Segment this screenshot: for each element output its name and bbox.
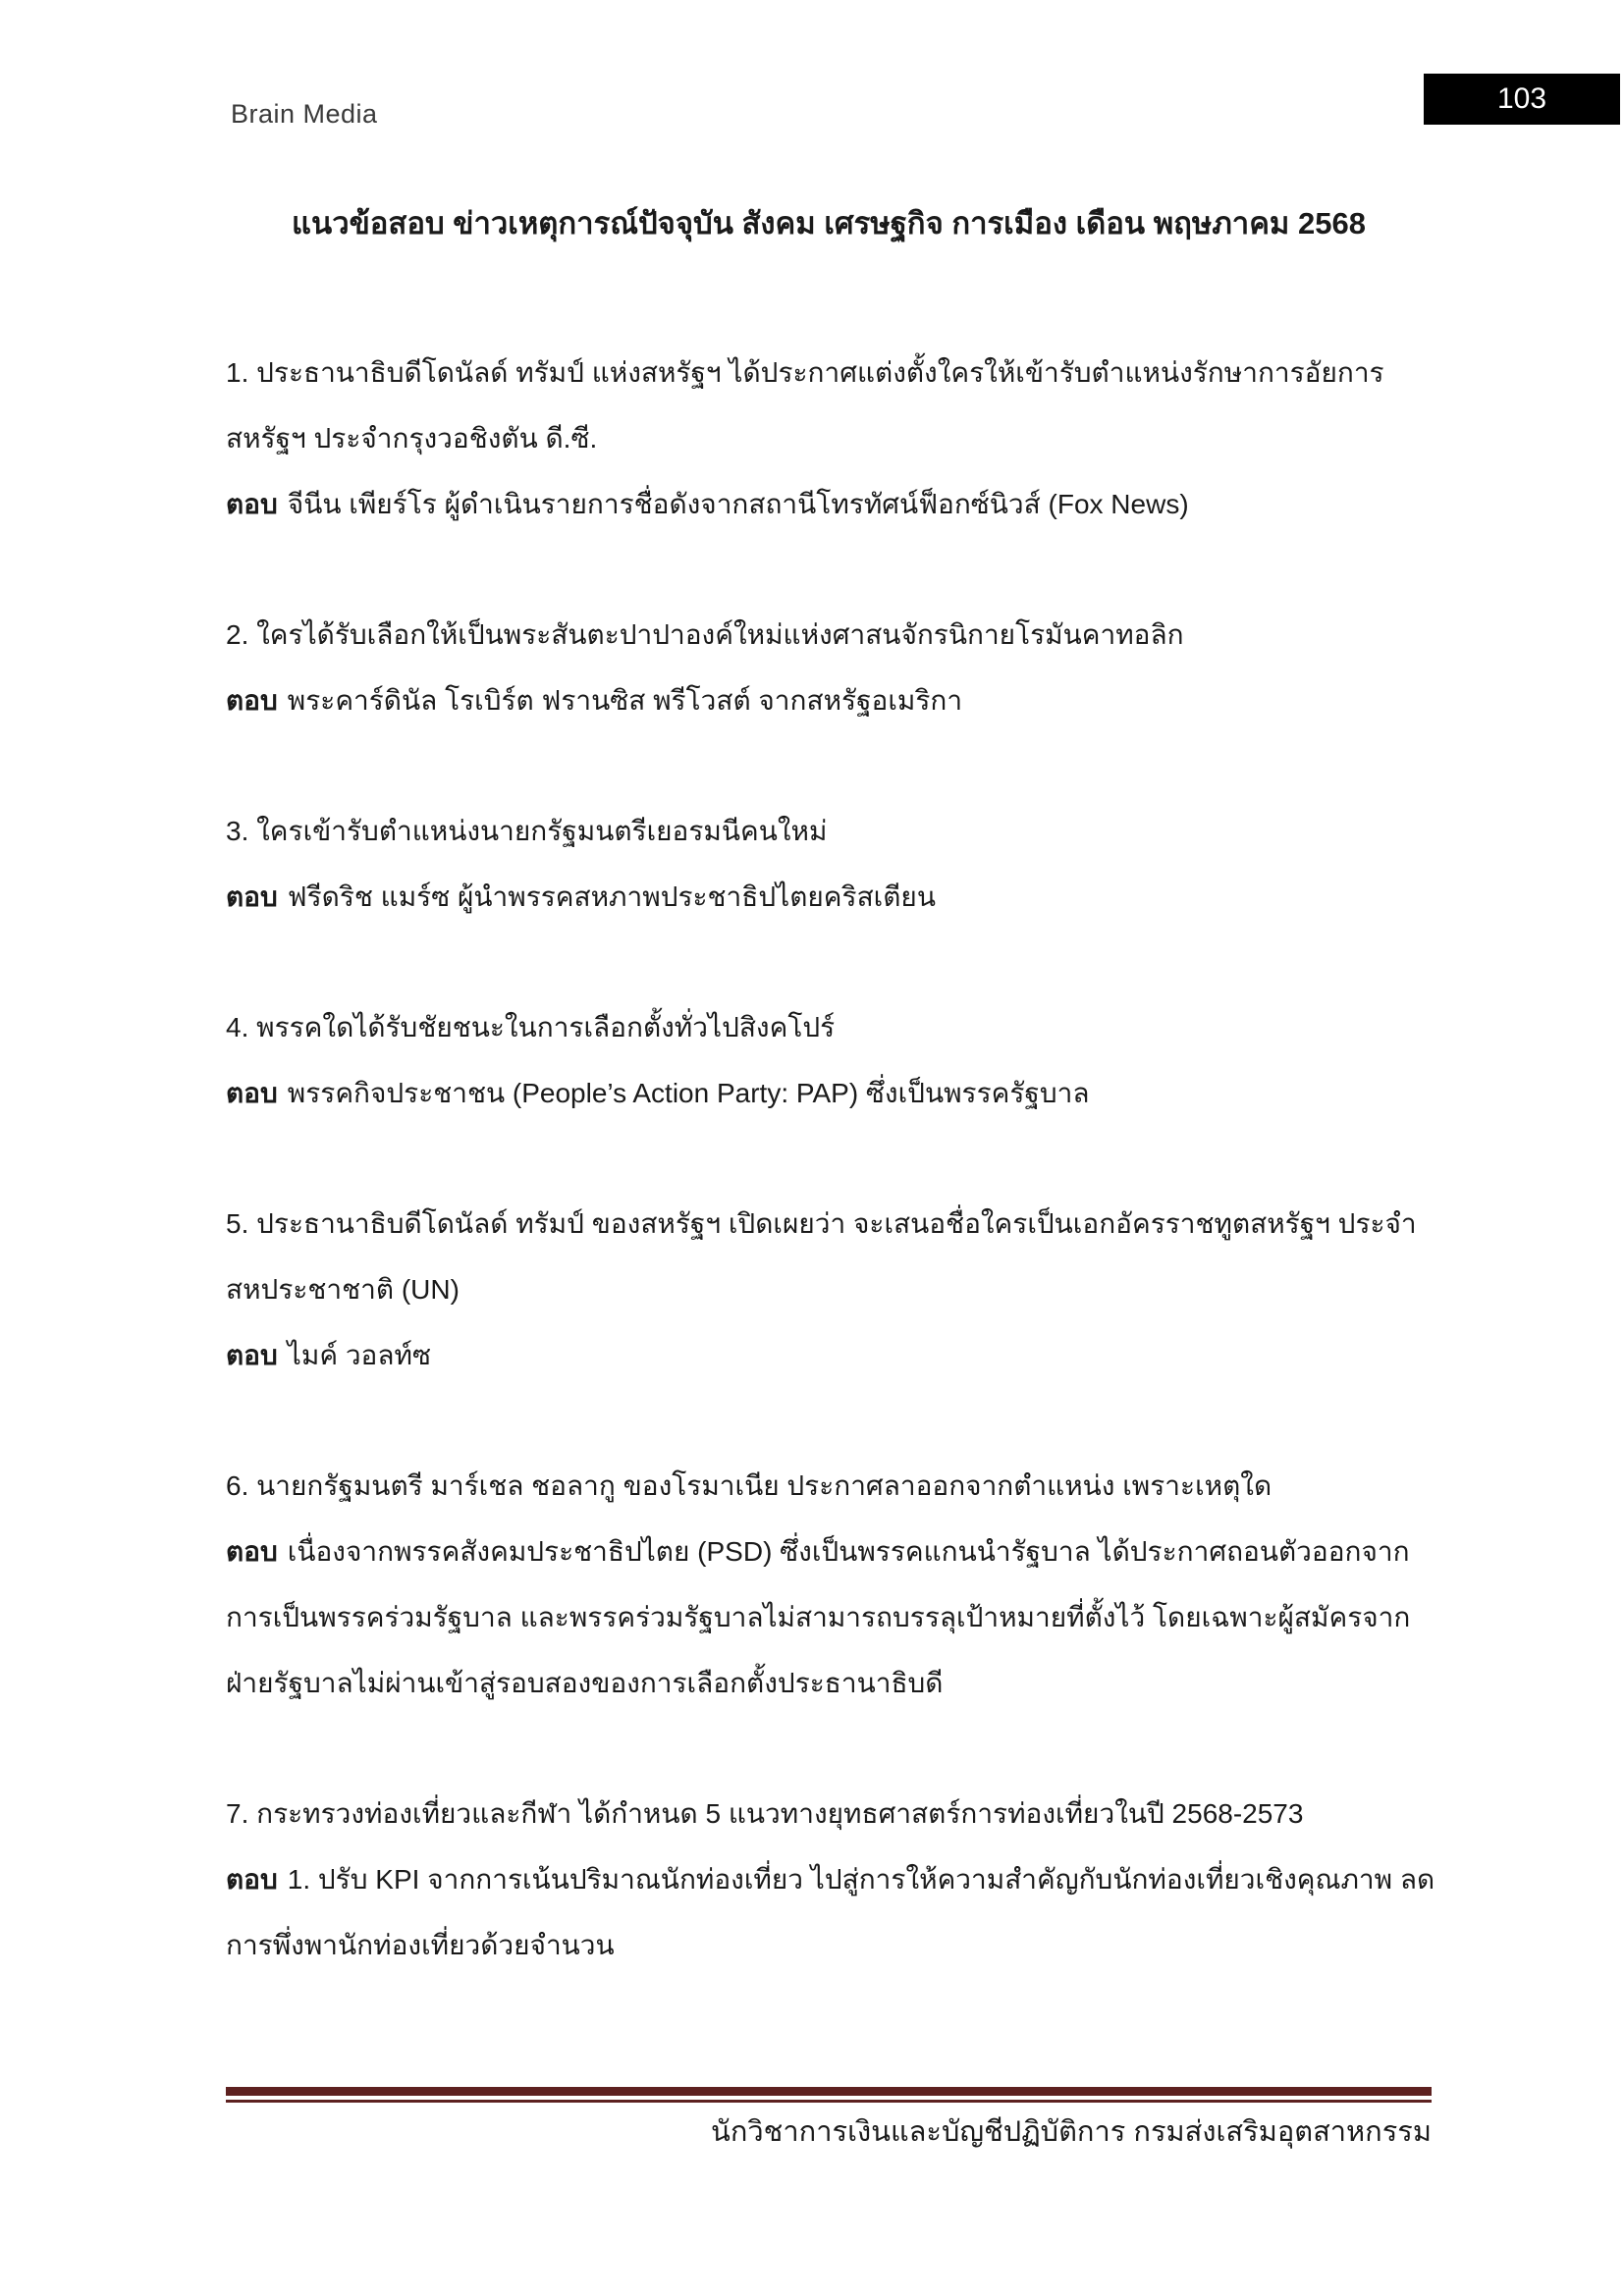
question-line: 1. ประธานาธิบดีโดนัลด์ ทรัมป์ แห่งสหรัฐฯ ได้ประกาศแต่งตั้งใครให้เข้ารับตำแหน่งรักษาการอัยการ — [226, 357, 1384, 388]
question-line: 2. ใครได้รับเลือกให้เป็นพระสันตะปาปาองค์ใหม่แห่งศาสนจักรนิกายโรมันคาทอลิก — [226, 619, 1184, 650]
answer-text: พระคาร์ดินัล โรเบิร์ต ฟรานซิส พรีโวสต์ จากสหรัฐอเมริกา — [287, 685, 963, 716]
page-title: แนวข้อสอบ ข่าวเหตุการณ์ปัจจุบัน สังคม เศรษฐกิจ การเมือง เดือน พฤษภาคม 2568 — [292, 206, 1366, 240]
answer-label: ตอบ — [226, 881, 278, 912]
answer-text: พรรคกิจประชาชน (People’s Action Party: PAP) ซึ่งเป็นพรรครัฐบาล — [287, 1078, 1090, 1108]
brand-label: Brain Media — [231, 99, 378, 129]
qa-item-4 — [226, 994, 1432, 1126]
qa-item-5 — [226, 1191, 1432, 1388]
document-body — [226, 201, 1435, 1978]
answer-line — [226, 1060, 1432, 1126]
answer-line-cont: ฝ่ายรัฐบาลไม่ผ่านเข้าสู่รอบสองของการเลือกตั้งประธานาธิบดี — [226, 1668, 944, 1698]
answer-label: ตอบ — [226, 1536, 278, 1567]
qa-item-7 — [226, 1781, 1435, 1978]
answer-line — [226, 471, 1432, 537]
answer-text: ไมค์ วอลท์ซ — [287, 1340, 431, 1370]
footer-divider — [226, 2087, 1432, 2103]
qa-item-2 — [226, 602, 1432, 733]
answer-line — [226, 864, 1432, 930]
answer-text: 1. ปรับ KPI จากการเน้นปริมาณนักท่องเที่ยว ไปสู่การให้ความสำคัญกับนักท่องเที่ยวเชิงคุณภาพ ลด — [287, 1864, 1435, 1895]
qa-item-1 — [226, 340, 1432, 537]
answer-text: ฟรีดริช แมร์ซ ผู้นำพรรคสหภาพประชาธิปไตยคริสเตียน — [287, 881, 936, 912]
footer-divider-thin-line — [226, 2100, 1432, 2103]
answer-text: เนื่องจากพรรคสังคมประชาธิปไตย (PSD) ซึ่งเป็นพรรคแกนนำรัฐบาล ได้ประกาศถอนตัวออกจาก — [287, 1536, 1410, 1567]
answer-label: ตอบ — [226, 489, 278, 519]
question-line: 4. พรรคใดได้รับชัยชนะในการเลือกตั้งทั่วไปสิงคโปร์ — [226, 1012, 836, 1042]
answer-line — [226, 1519, 1432, 1584]
answer-line-cont: การเป็นพรรคร่วมรัฐบาล และพรรคร่วมรัฐบาลไม่สามารถบรรลุเป้าหมายที่ตั้งไว้ โดยเฉพาะผู้สมัครจาก — [226, 1602, 1411, 1632]
answer-line — [226, 1322, 1432, 1388]
question-line: 3. ใครเข้ารับตำแหน่งนายกรัฐมนตรีเยอรมนีคนใหม่ — [226, 816, 828, 846]
answer-text: จีนีน เพียร์โร ผู้ดำเนินรายการชื่อดังจากสถานีโทรทัศน์ฟ็อกซ์นิวส์ (Fox News) — [287, 489, 1189, 519]
answer-label: ตอบ — [226, 1078, 278, 1108]
page-number-box — [1424, 74, 1620, 125]
footer-divider-thick-line — [226, 2087, 1432, 2096]
question-line: 6. นายกรัฐมนตรี มาร์เชล ชอลากู ของโรมาเนีย ประกาศลาออกจากตำแหน่ง เพราะเหตุใด — [226, 1470, 1272, 1501]
qa-item-3 — [226, 798, 1432, 930]
page-number: 103 — [1496, 82, 1547, 115]
question-line: 7. กระทรวงท่องเที่ยวและกีฬา ได้กำหนด 5 แนวทางยุทธศาสตร์การท่องเที่ยวในปี 2568-2573 — [226, 1798, 1304, 1829]
question-line: 5. ประธานาธิบดีโดนัลด์ ทรัมป์ ของสหรัฐฯ เปิดเผยว่า จะเสนอชื่อใครเป็นเอกอัครราชทูตสหรัฐฯ ประจำ — [226, 1208, 1417, 1239]
answer-line — [226, 1846, 1435, 1912]
answer-line — [226, 667, 1432, 733]
answer-line-cont: การพึ่งพานักท่องเที่ยวด้วยจำนวน — [226, 1930, 615, 1960]
question-line: สหประชาชาติ (UN) — [226, 1274, 460, 1305]
qa-item-6 — [226, 1453, 1432, 1716]
answer-label: ตอบ — [226, 1340, 278, 1370]
answer-label: ตอบ — [226, 1864, 278, 1895]
question-line: สหรัฐฯ ประจำกรุงวอชิงตัน ดี.ซี. — [226, 423, 598, 454]
answer-label: ตอบ — [226, 685, 278, 716]
footer-credit: นักวิชาการเงินและบัญชีปฏิบัติการ กรมส่งเสริมอุตสาหกรรม — [711, 2116, 1432, 2148]
